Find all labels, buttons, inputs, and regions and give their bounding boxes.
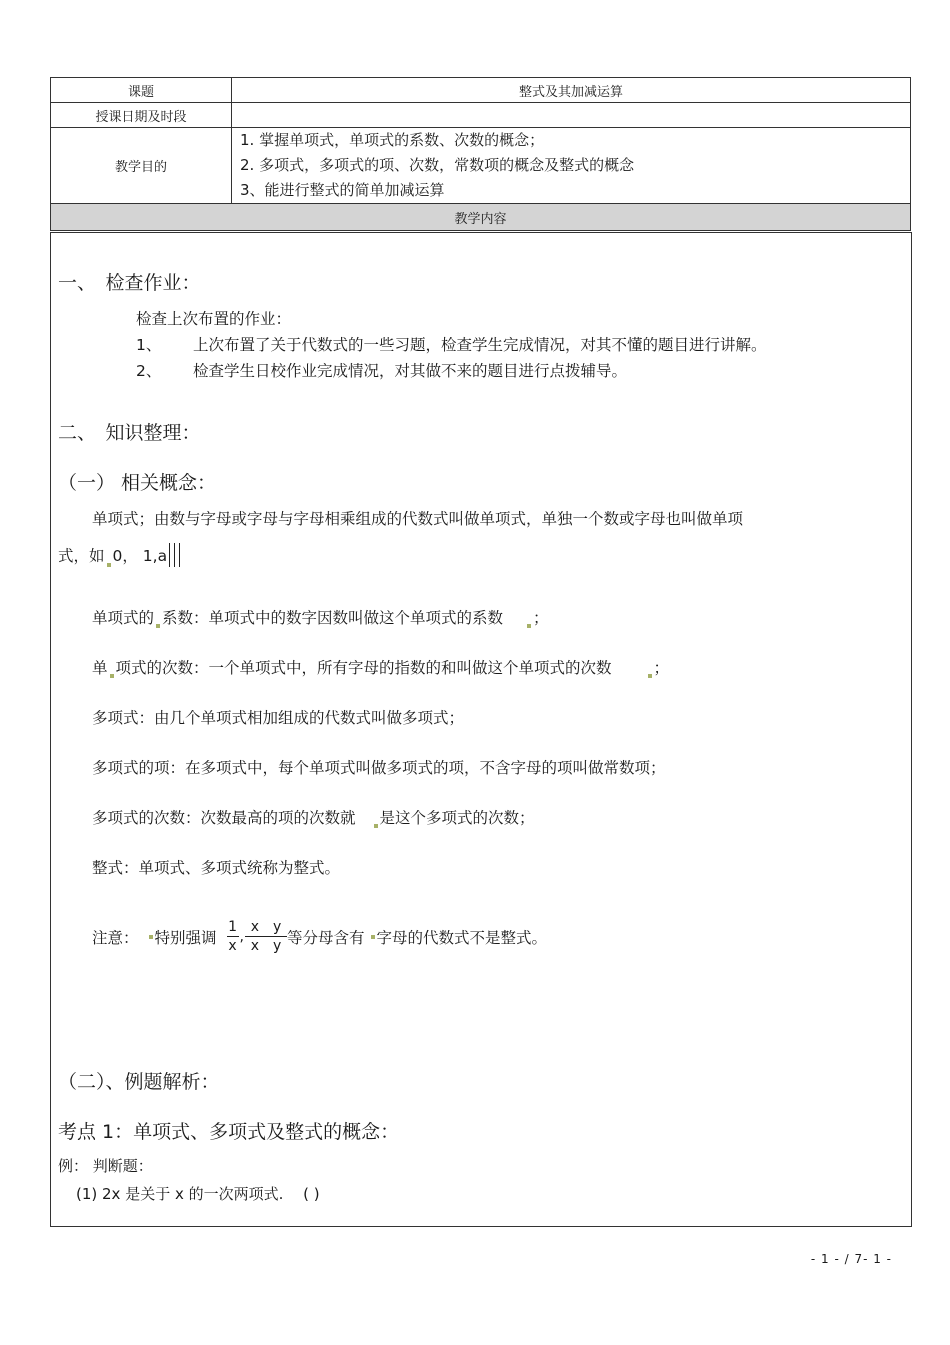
section1-item-num: 2、 xyxy=(136,362,162,380)
date-value xyxy=(232,103,911,128)
goal-label: 教学目的 xyxy=(51,128,232,204)
mark-dot xyxy=(648,674,652,678)
section1-item-text: 上次布置了关于代数式的一些习题，检查学生完成情况，对其不懂的题目进行讲解。 xyxy=(193,336,767,354)
mark-dot xyxy=(527,624,531,628)
question-1: (1) 2x 是关于 x 的一次两项式. ( ) xyxy=(76,1185,320,1203)
monomial-example: 式，如 0， 1,a xyxy=(58,543,182,567)
polynomial-degree-definition: 多项式的次数：次数最高的项的次数就 是这个多项式的次数； xyxy=(92,809,535,827)
section1-item-num: 1、 xyxy=(136,336,162,354)
polynomial-definition: 多项式：由几个单项式相加组成的代数式叫做多项式； xyxy=(92,709,465,727)
goal-item: 2. 多项式，多项式的项、次数，常数项的概念及整式的概念 xyxy=(240,156,635,174)
fraction-x-y-over-x-y: $\frac{\text{x y}}{\text{x y}}$ xyxy=(245,918,287,955)
topic-label: 课题 xyxy=(51,78,232,103)
degree-definition: 单 项式的次数：一个单项式中，所有字母的指数的和叫做这个单项式的次数 ； xyxy=(92,659,670,677)
monomial-definition: 单项式；由数与字母或字母与字母相乘组成的代数式叫做单项式，单独一个数或字母也叫做单项 xyxy=(92,510,744,528)
mark-dot xyxy=(107,563,111,567)
section1-item-text: 检查学生日校作业完成情况，对其做不来的题目进行点拨辅导。 xyxy=(193,362,628,380)
topic-value: 整式及其加减运算 xyxy=(232,78,911,103)
mark-dot xyxy=(371,935,375,939)
note-line: 注意： 特别强调 $\frac{1}{x}$ , $\frac{\text{x y}}{\text{x y}}$ 等分母含有 字母的代数式不是整式。 xyxy=(92,919,548,954)
integral-definition: 整式：单项式、多项式统称为整式。 xyxy=(92,859,341,877)
coefficient-definition: 单项式的 系数：单项式中的数字因数叫做这个单项式的系数 ； xyxy=(92,609,549,627)
mark-dot xyxy=(110,674,114,678)
goal-item: 1. 掌握单项式，单项式的系数、次数的概念； xyxy=(240,131,545,149)
mark-dot xyxy=(374,824,378,828)
section2-subtitle: （一） 相关概念： xyxy=(58,472,217,494)
bracket-bars xyxy=(169,543,182,567)
section1-intro: 检查上次布置的作业： xyxy=(136,310,292,328)
section3-point1: 考点 1：单项式、多项式及整式的概念： xyxy=(58,1121,400,1143)
lesson-header-table xyxy=(50,77,911,231)
polynomial-terms-definition: 多项式的项：在多项式中，每个单项式叫做多项式的项，不含字母的项叫做常数项； xyxy=(92,759,666,777)
goal-item: 3、能进行整式的简单加减运算 xyxy=(240,181,445,199)
section3-title: （二）、例题解析： xyxy=(58,1071,220,1093)
section1-title: 一、 检查作业： xyxy=(58,272,201,294)
content-label: 教学内容 xyxy=(51,204,911,231)
mark-dot xyxy=(149,935,153,939)
fraction-1-over-x: $\frac{1}{x}$ xyxy=(228,919,237,954)
page-number: - 1 - / 7- 1 - xyxy=(810,1252,892,1266)
date-label: 授课日期及时段 xyxy=(51,103,232,128)
mark-dot xyxy=(156,624,160,628)
section2-title: 二、 知识整理： xyxy=(58,422,201,444)
example-label: 例： 判断题： xyxy=(58,1157,153,1175)
goal-list xyxy=(232,128,911,204)
